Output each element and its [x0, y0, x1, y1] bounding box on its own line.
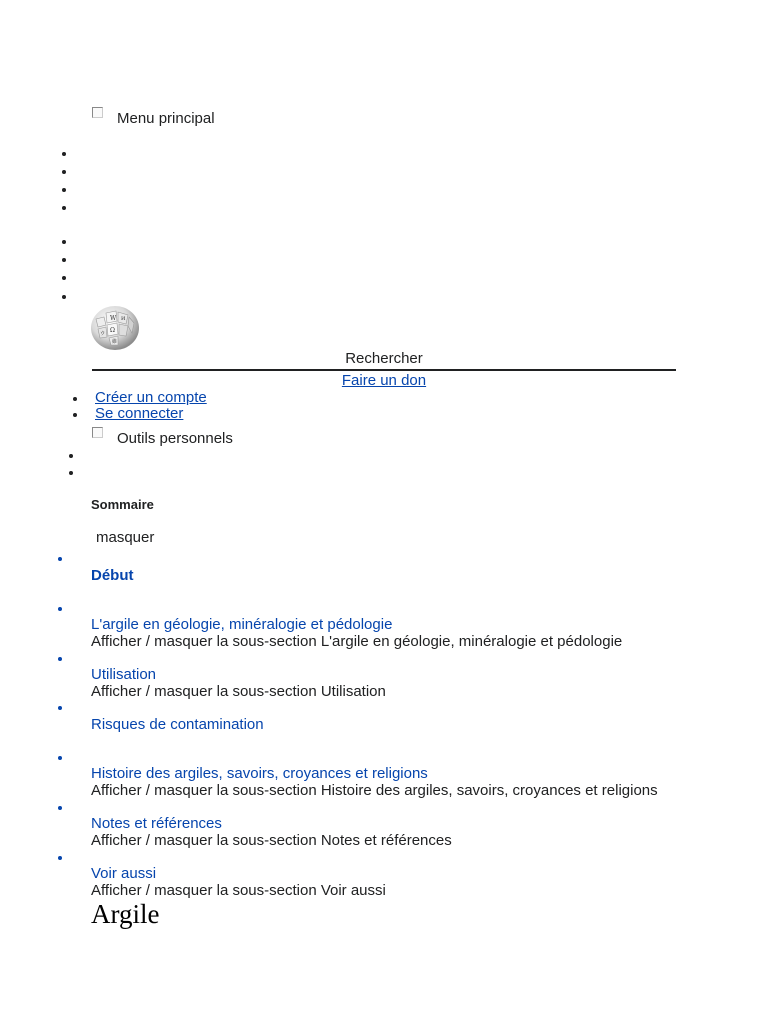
nav-bullet — [62, 188, 66, 192]
nav-bullet — [62, 152, 66, 156]
nav-bullet — [62, 206, 66, 210]
create-account-link[interactable]: Créer un compte — [95, 389, 207, 406]
toc-item-debut[interactable]: Début — [91, 567, 134, 584]
toc-toggle-voir-aussi[interactable]: Afficher / masquer la sous-section Voir aussi — [91, 882, 386, 899]
toc-item-histoire[interactable]: Histoire des argiles, savoirs, croyances et religions — [91, 765, 428, 782]
svg-text:И: И — [121, 316, 126, 322]
login-link[interactable]: Se connecter — [95, 405, 184, 422]
toc-bullet — [58, 756, 62, 760]
nav-bullet — [62, 258, 66, 262]
search-box[interactable] — [92, 350, 676, 371]
toc-bullet — [58, 706, 62, 710]
nav-bullet — [62, 170, 66, 174]
toc-hide-button[interactable]: masquer — [96, 529, 155, 546]
personal-tools-checkbox[interactable] — [92, 427, 103, 438]
tools-bullet — [69, 471, 73, 475]
tools-bullet — [69, 454, 73, 458]
toc-item-risques[interactable]: Risques de contamination — [91, 716, 264, 733]
toc-item-notes[interactable]: Notes et références — [91, 815, 222, 832]
toc-toggle-histoire[interactable]: Afficher / masquer la sous-section Histoire des argiles, savoirs, croyances et religions — [91, 782, 658, 799]
toc-item-voir-aussi[interactable]: Voir aussi — [91, 865, 157, 882]
toc-bullet — [58, 856, 62, 860]
svg-text:ウ: ウ — [100, 331, 106, 337]
toc-bullet — [58, 557, 62, 561]
wikipedia-globe-icon[interactable] — [90, 305, 140, 351]
toc-heading: Sommaire — [91, 497, 154, 512]
toc-item-utilisation[interactable]: Utilisation — [91, 666, 157, 683]
personal-bullet — [73, 413, 77, 417]
main-menu-label: Menu principal — [117, 110, 215, 127]
page-title: Argile — [91, 899, 160, 929]
toc-bullet — [58, 806, 62, 810]
toc-bullet — [58, 607, 62, 611]
toc-toggle-notes[interactable]: Afficher / masquer la sous-section Notes et références — [91, 832, 452, 849]
svg-text:Ω: Ω — [110, 327, 115, 334]
toc-toggle-geologie[interactable]: Afficher / masquer la sous-section L'argile en géologie, minéralogie et pédologie — [91, 633, 623, 650]
toc-toggle-utilisation[interactable]: Afficher / masquer la sous-section Utilisation — [91, 683, 386, 700]
search-label: Rechercher — [345, 350, 423, 367]
svg-text:維: 維 — [112, 339, 118, 345]
personal-tools-label: Outils personnels — [117, 430, 233, 447]
svg-text:W: W — [110, 315, 117, 322]
donate-link[interactable]: Faire un don — [341, 372, 427, 389]
personal-bullet — [73, 397, 77, 401]
nav-bullet — [62, 276, 66, 280]
toc-item-geologie[interactable]: L'argile en géologie, minéralogie et pédologie — [91, 616, 393, 633]
nav-bullet — [62, 240, 66, 244]
toc-bullet — [58, 657, 62, 661]
main-menu-checkbox[interactable] — [92, 107, 103, 118]
nav-bullet — [62, 295, 66, 299]
